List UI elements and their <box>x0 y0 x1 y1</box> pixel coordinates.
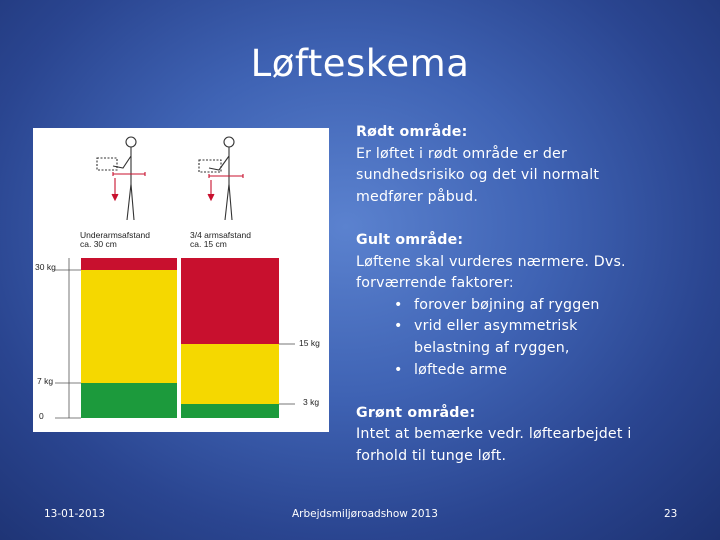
list-item: • vrid eller asymmetrisk belastning af ryggen, <box>394 318 578 356</box>
zone-red-underarm <box>81 258 177 270</box>
explanation-text <box>356 122 656 489</box>
column-label-underarm: Underarmsafstand ca. 30 cm <box>80 230 150 249</box>
axis-label-0: 0 <box>39 411 44 421</box>
person-figure-underarm <box>97 137 145 220</box>
section-green <box>356 403 656 468</box>
list-item: • forover bøjning af ryggen <box>394 296 600 313</box>
zone-yellow-three-quarter <box>181 344 279 404</box>
zone-yellow-underarm <box>81 270 177 383</box>
bullet-list-factors <box>356 295 656 381</box>
text-green: Intet at bemærke vedr. løftearbejdet i forhold til tunge løft. <box>356 426 632 464</box>
person-figure-three-quarter <box>199 137 243 220</box>
text-red: Er løftet i rødt område er der sundhedsrisiko og det vil normalt medfører påbud. <box>356 145 600 205</box>
lifting-chart-graphic <box>33 128 329 432</box>
axis-label-3kg: 3 kg <box>303 397 320 407</box>
zone-green-three-quarter <box>181 404 279 418</box>
footer-center: Arbejdsmiljøroadshow 2013 <box>292 508 438 520</box>
lifting-chart-figure <box>33 128 329 432</box>
section-red <box>356 122 656 208</box>
zone-red-three-quarter <box>181 258 279 344</box>
axis-label-30kg: 30 kg <box>35 262 56 272</box>
section-yellow <box>356 230 656 381</box>
text-yellow: Løftene skal vurderes nærmere. Dvs. forværrende faktorer: <box>356 253 626 292</box>
list-item: • løftede arme <box>394 361 508 378</box>
heading-green: Grønt område: <box>356 404 476 421</box>
heading-yellow: Gult område: <box>356 231 464 248</box>
footer-page-number: 23 <box>664 508 678 520</box>
axis-label-7kg: 7 kg <box>37 376 54 386</box>
zone-green-underarm <box>81 383 177 418</box>
slide-title: Løfteskema <box>250 42 470 85</box>
axis-label-15kg: 15 kg <box>299 338 320 348</box>
footer-date: 13-01-2013 <box>44 508 106 520</box>
column-label-three-quarter: 3/4 armsafstand ca. 15 cm <box>190 230 251 249</box>
heading-red: Rødt område: <box>356 124 468 140</box>
